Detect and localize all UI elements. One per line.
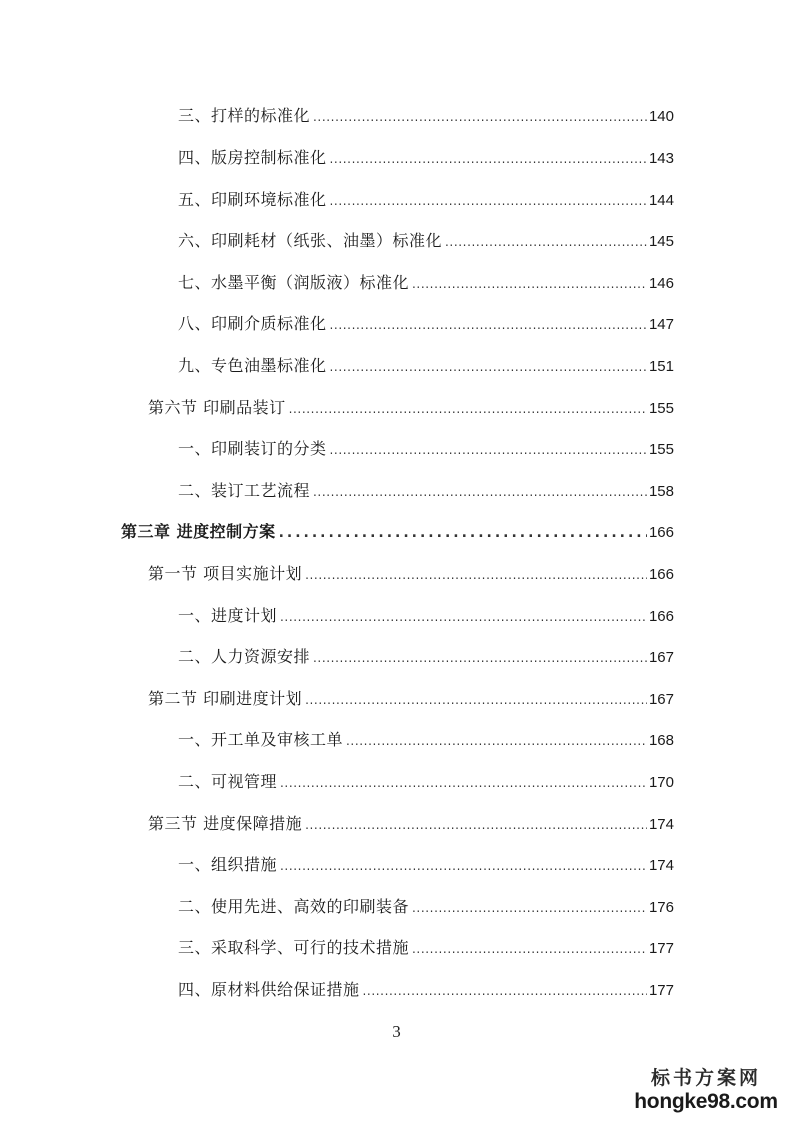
dot-leader bbox=[305, 562, 647, 588]
dot-leader bbox=[330, 437, 647, 463]
dot-leader bbox=[412, 271, 647, 297]
toc-entry-title: 八、印刷介质标准化 bbox=[178, 314, 327, 333]
toc-entry-title: 三、打样的标准化 bbox=[178, 106, 311, 125]
toc-entry-title: 七、水墨平衡（润版液）标准化 bbox=[178, 273, 410, 292]
toc-entry-title: 六、印刷耗材（纸张、油墨）标准化 bbox=[178, 231, 443, 250]
dot-leader bbox=[445, 229, 647, 255]
toc-entry[interactable] bbox=[178, 270, 674, 296]
dot-leader bbox=[412, 936, 647, 962]
toc-entry-page: 176 bbox=[648, 899, 674, 916]
dot-leader bbox=[280, 604, 647, 630]
toc-entry[interactable] bbox=[178, 727, 674, 753]
toc-entry[interactable] bbox=[148, 686, 674, 712]
toc-entry[interactable] bbox=[178, 228, 674, 254]
dot-leader bbox=[280, 770, 647, 796]
toc-entry-page: 143 bbox=[648, 150, 674, 167]
toc-entry-page: 144 bbox=[648, 192, 674, 209]
toc-entry-title: 一、进度计划 bbox=[178, 606, 278, 625]
toc-entry-title: 五、印刷环境标准化 bbox=[178, 190, 327, 209]
toc-entry-title: 第六节 印刷品装订 bbox=[148, 398, 286, 417]
toc-entry-page: 167 bbox=[648, 649, 674, 666]
toc-entry-page: 140 bbox=[648, 108, 674, 125]
dot-leader bbox=[412, 895, 647, 921]
toc-entry-page: 170 bbox=[648, 774, 674, 791]
toc-entry-title: 四、版房控制标准化 bbox=[178, 148, 327, 167]
watermark-site-name: 标书方案网 bbox=[650, 1067, 761, 1089]
dot-leader bbox=[305, 687, 647, 713]
toc-entry[interactable] bbox=[178, 103, 674, 129]
toc-entry-title: 第三章 进度控制方案 bbox=[121, 522, 276, 541]
toc-entry-page: 145 bbox=[648, 233, 674, 250]
toc-entry[interactable] bbox=[148, 561, 674, 587]
toc-entry[interactable] bbox=[178, 187, 674, 213]
toc-entry[interactable] bbox=[178, 145, 674, 171]
toc-entry[interactable] bbox=[178, 852, 674, 878]
toc-entry-title: 二、可视管理 bbox=[178, 772, 278, 791]
dot-leader bbox=[330, 188, 647, 214]
toc-entry-page: 177 bbox=[648, 940, 674, 957]
toc-entry-page: 166 bbox=[648, 608, 674, 625]
toc-entry[interactable] bbox=[178, 603, 674, 629]
toc-entry-page: 177 bbox=[648, 982, 674, 999]
toc-entry[interactable] bbox=[148, 395, 674, 421]
toc-entry[interactable] bbox=[178, 353, 674, 379]
toc-entry-title: 二、使用先进、高效的印刷装备 bbox=[178, 897, 410, 916]
dot-leader bbox=[313, 645, 647, 671]
toc-entry-title: 一、印刷装订的分类 bbox=[178, 439, 327, 458]
toc-entry[interactable] bbox=[178, 478, 674, 504]
toc-entry[interactable] bbox=[178, 644, 674, 670]
toc-entry[interactable] bbox=[178, 436, 674, 462]
dot-leader bbox=[363, 978, 647, 1004]
toc-entry-page: 166 bbox=[648, 566, 674, 583]
toc-entry[interactable] bbox=[178, 977, 674, 1003]
toc-entry-title: 二、人力资源安排 bbox=[178, 647, 311, 666]
toc-entry-page: 158 bbox=[648, 483, 674, 500]
toc-entry-page: 151 bbox=[648, 358, 674, 375]
toc-entry[interactable] bbox=[178, 935, 674, 961]
toc-entry-page: 168 bbox=[648, 732, 674, 749]
dot-leader bbox=[330, 354, 647, 380]
toc-entry-title: 九、专色油墨标准化 bbox=[178, 356, 327, 375]
watermark-url: hongke98.com bbox=[634, 1090, 778, 1113]
dot-leader bbox=[330, 146, 647, 172]
toc-chapter-entry[interactable] bbox=[121, 519, 674, 545]
toc-entry-title: 三、采取科学、可行的技术措施 bbox=[178, 938, 410, 957]
toc-entry-page: 166 bbox=[648, 524, 674, 541]
toc-entry-title: 一、开工单及审核工单 bbox=[178, 730, 344, 749]
dot-leader bbox=[289, 396, 647, 422]
toc-entry-page: 155 bbox=[648, 441, 674, 458]
dot-leader bbox=[280, 853, 647, 879]
dot-leader bbox=[313, 104, 647, 130]
page-number: 3 bbox=[392, 1022, 401, 1041]
toc-entry-page: 147 bbox=[648, 316, 674, 333]
toc-entry[interactable] bbox=[178, 769, 674, 795]
toc-entry-page: 146 bbox=[648, 275, 674, 292]
toc-entry[interactable] bbox=[178, 311, 674, 337]
toc-entry[interactable] bbox=[148, 811, 674, 837]
toc-entry-page: 174 bbox=[648, 857, 674, 874]
toc-entry[interactable] bbox=[178, 894, 674, 920]
dot-leader bbox=[305, 812, 647, 838]
dot-leader bbox=[346, 728, 647, 754]
toc-entry-page: 174 bbox=[648, 816, 674, 833]
toc-entry-title: 四、原材料供给保证措施 bbox=[178, 980, 360, 999]
toc-entry-title: 第三节 进度保障措施 bbox=[148, 814, 303, 833]
toc-entry-page: 167 bbox=[648, 691, 674, 708]
dot-leader bbox=[313, 479, 647, 505]
toc-entry-page: 155 bbox=[648, 400, 674, 417]
dot-leader bbox=[279, 520, 647, 546]
dot-leader bbox=[330, 312, 647, 338]
toc-entry-title: 第一节 项目实施计划 bbox=[148, 564, 303, 583]
toc-entry-title: 第二节 印刷进度计划 bbox=[148, 689, 303, 708]
site-watermark bbox=[631, 1066, 781, 1114]
toc-entry-title: 一、组织措施 bbox=[178, 855, 278, 874]
toc-entry-title: 二、装订工艺流程 bbox=[178, 481, 311, 500]
